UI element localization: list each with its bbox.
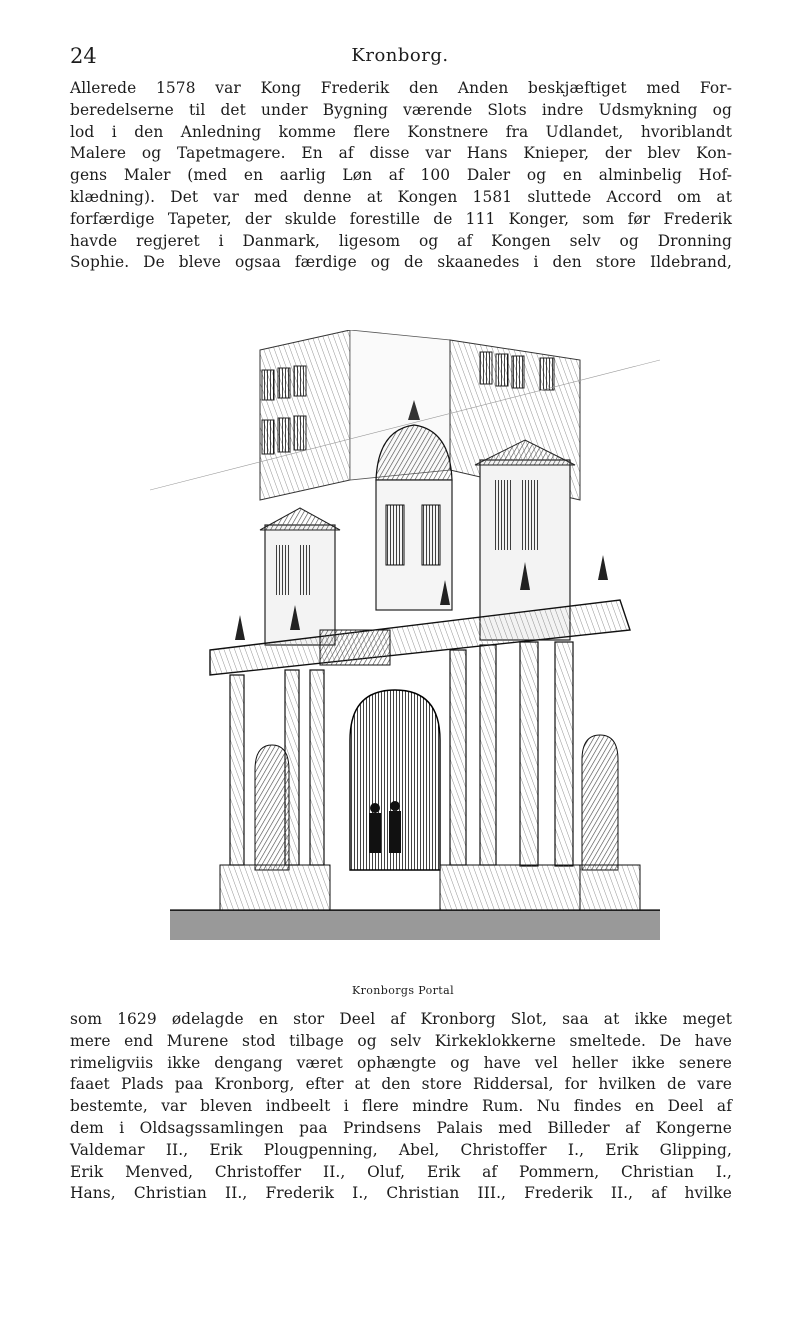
text-line: faaet Plads paa Kronborg, efter at den store Riddersal, for hvilken de vare <box>70 1075 732 1094</box>
text-line: Hans, Christian II., Frederik I., Christian III., Frederik II., af hvilke <box>70 1184 732 1203</box>
running-head: Kronborg. <box>351 45 449 66</box>
paragraph-bottom <box>70 1009 732 1205</box>
portal-illustration <box>150 330 660 960</box>
text-line: Sophie. De bleve ogsaa færdige og de skaanedes i den store Ildebrand, <box>70 253 732 272</box>
text-line: rimeligviis ikke dengang været ophængte og have vel heller ikke senere <box>70 1053 732 1072</box>
text-line: mere end Murene stod tilbage og selv Kirkeklokkerne smeltede. De have <box>70 1031 732 1050</box>
text-line: klædning). Det var med denne at Kongen 1581 sluttede Accord om at <box>70 187 732 206</box>
page-header <box>70 44 730 74</box>
text-line: dem i Oldsagssamlingen paa Prindsens Palais med Billeder af Kongerne <box>70 1118 732 1137</box>
paragraph-top <box>70 78 732 274</box>
text-line: som 1629 ødelagde en stor Deel af Kronborg Slot, saa at ikke meget <box>70 1010 732 1028</box>
text-line: gens Maler (med en aarlig Løn af 100 Daler og en alminbelig Hof- <box>70 166 732 185</box>
text-line: Valdemar II., Erik Plougpenning, Abel, Christoffer I., Erik Glipping, <box>70 1140 732 1159</box>
text-line: bestemte, var bleven indbeelt i flere mindre Rum. Nu findes en Deel af <box>70 1097 732 1116</box>
text-line: lod i den Anledning komme flere Konstnere fra Udlandet, hvoriblandt <box>70 122 732 141</box>
figure-caption: Kronborgs Portal <box>351 984 455 997</box>
page-number: 24 <box>70 44 97 68</box>
portal-engraving <box>150 330 660 960</box>
text-line: havde regjeret i Danmark, ligesom og af Kongen selv og Dronning <box>70 231 732 250</box>
text-line: beredelserne til det under Bygning værende Slots indre Udsmykning og <box>70 100 732 119</box>
text-line: Malere og Tapetmagere. En af disse var Hans Knieper, der blev Kon- <box>70 144 732 163</box>
text-line: Erik Menved, Christoffer II., Oluf, Erik af Pommern, Christian I., <box>70 1162 732 1181</box>
text-line: Allerede 1578 var Kong Frederik den Anden beskjæftiget med For- <box>70 79 732 97</box>
text-line: forfærdige Tapeter, der skulde forestille de 111 Konger, som før Frederik <box>70 209 732 228</box>
